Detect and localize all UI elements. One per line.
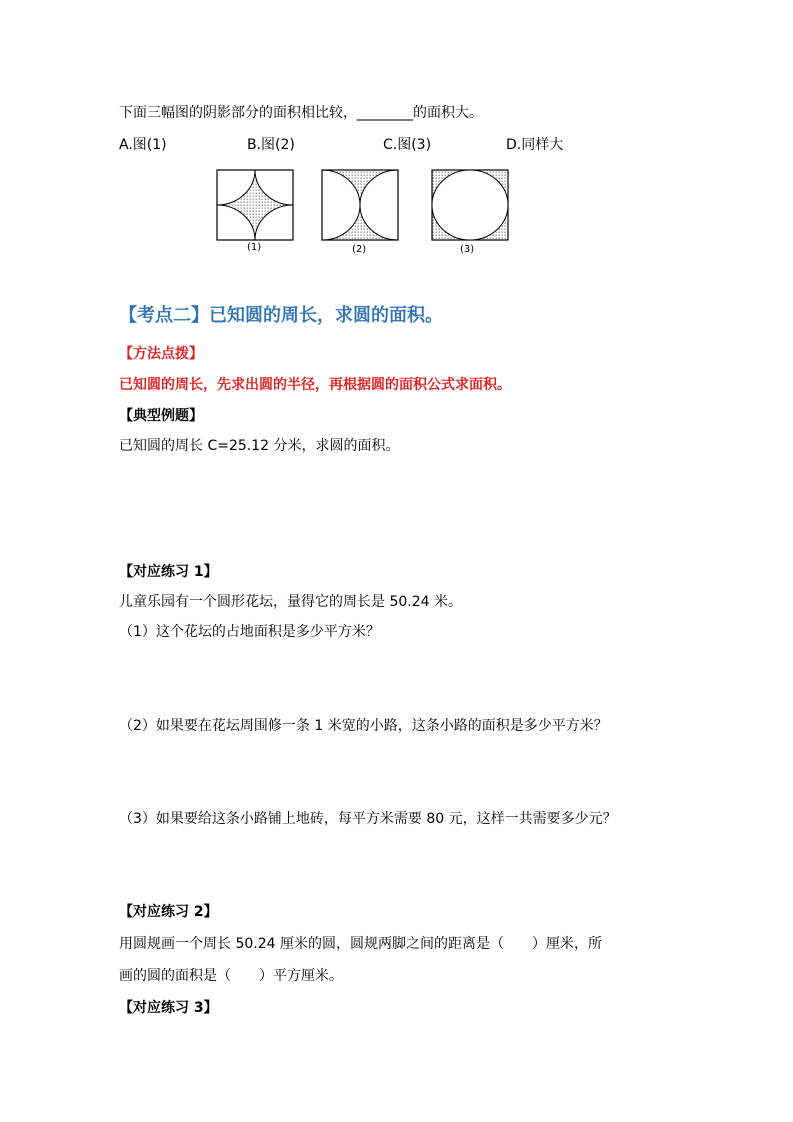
option-a: A.图(1) [119,137,167,153]
question-text: 下面三幅图的阴影部分的面积相比较，________的面积大。 [119,105,483,121]
figure-3 [432,170,508,240]
option-c: C.图(3) [383,137,432,153]
method-heading: 【方法点拨】 [119,346,203,362]
figure-3-label: (3) [460,244,475,255]
method-text: 已知圆的周长，先求出圆的半径，再根据圆的面积公式求面积。 [119,377,511,393]
figure-2 [322,170,398,240]
practice2-line1: 用圆规画一个周长 50.24 厘米的圆，圆规两脚之间的距离是（ ）厘米，所 [119,936,602,952]
option-b: B.图(2) [247,137,295,153]
practice3-heading: 【对应练习 3】 [119,1000,218,1016]
practice1-q3: （3）如果要给这条小路铺上地砖，每平方米需要 80 元，这样一共需要多少元？ [119,811,617,827]
figure-1 [217,170,293,240]
practice1-heading: 【对应练习 1】 [119,564,218,580]
practice1-q1: （1）这个花坛的占地面积是多少平方米？ [119,624,380,640]
practice1-intro: 儿童乐园有一个圆形花坛，量得它的周长是 50.24 米。 [119,594,462,610]
practice2-heading: 【对应练习 2】 [119,904,218,920]
example-text: 已知圆的周长 C=25.12 分米，求圆的面积。 [119,438,400,454]
option-d: D.同样大 [506,137,564,153]
section-title: 【考点二】已知圆的周长，求圆的面积。 [119,305,443,326]
practice1-q2: （2）如果要在花坛周围修一条 1 米宽的小路，这条小路的面积是多少平方米？ [119,718,608,734]
example-heading: 【典型例题】 [119,408,203,424]
figure-1-label: (1) [247,242,262,253]
figure-2-label: (2) [352,244,367,255]
practice2-line2: 画的圆的面积是（ ）平方厘米。 [119,968,343,984]
figures [210,165,570,255]
